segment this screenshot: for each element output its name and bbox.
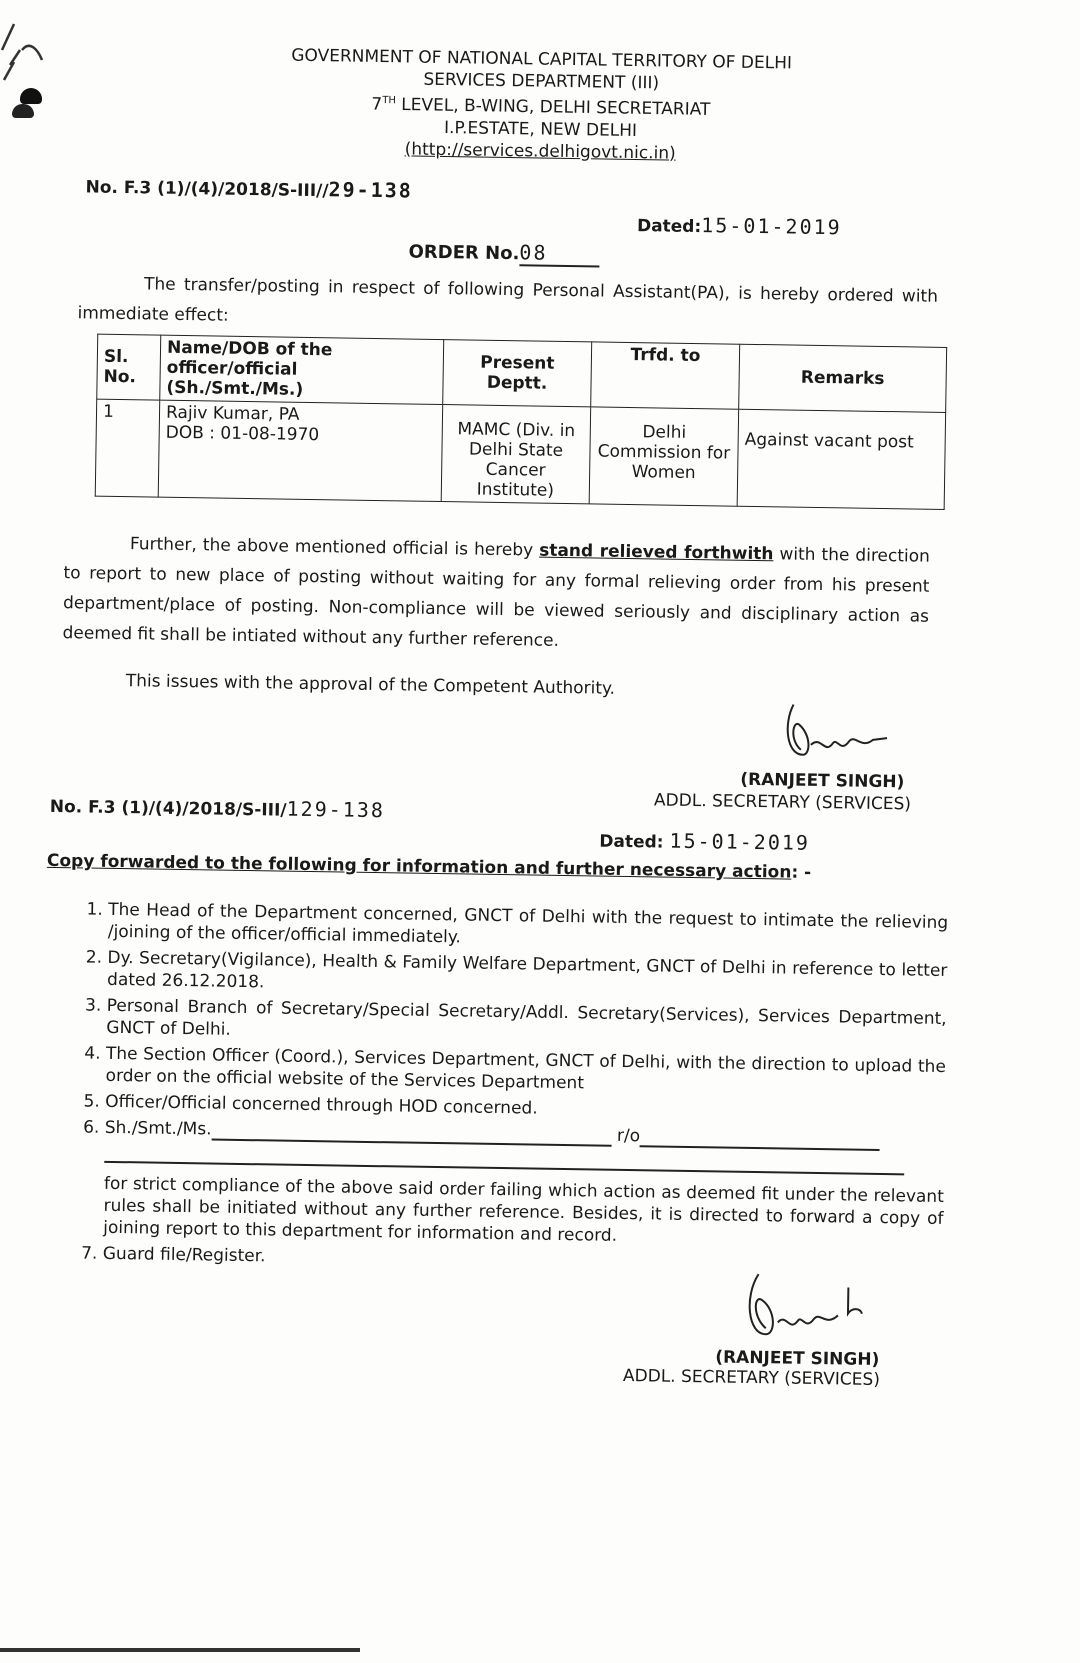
approval-line: This issues with the approval of the Competent Authority. xyxy=(125,671,616,699)
copy-heading: Copy forwarded to the following for information and further necessary action: - xyxy=(46,850,812,883)
cell-remarks: Against vacant post xyxy=(737,409,945,509)
signatory-designation-1: ADDL. SECRETARY (SERVICES) xyxy=(653,790,912,815)
signature-2 xyxy=(743,1266,874,1352)
compliance-text: for strict compliance of the above said order failing which action as deemed fit under the relevant rules shall be initiated without any further reference. Besides, it is directed to forward a copy of joining report to this department for information and record. xyxy=(103,1173,944,1246)
col-name-dob: Name/DOB of the officer/official (Sh./Smt./Ms.) xyxy=(160,335,444,404)
col-sl-no: Sl. No. xyxy=(97,334,161,400)
copy-file-number-handwritten: 129-138 xyxy=(286,796,386,823)
order-date: Dated:15-01-2019 xyxy=(636,213,842,240)
cell-trfd-to: Delhi Commission for Women xyxy=(589,407,739,506)
list-item: 7. Guard file/Register. xyxy=(103,1243,943,1278)
dept-name: SERVICES DEPARTMENT (III) xyxy=(423,69,660,94)
list-item-6: 6. Sh./Smt./Ms. r/o for strict compliance of the above said order failing which action as deemed fit under the relevant rules shall be initiated without any further reference. Besides, it is directed to forward a copy of joining report to this department for information and record. xyxy=(103,1117,945,1252)
signatory-name-2: (RANJEET SINGH) xyxy=(715,1347,880,1371)
website-link[interactable]: (http://services.delhigovt.nic.in) xyxy=(404,139,676,164)
list-item: 1. The Head of the Department concerned, GNCT of Delhi with the request to intimate the relieving /joining of the officer/official immediately. xyxy=(108,899,949,956)
punch-hole xyxy=(20,88,42,104)
list-item: 2. Dy. Secretary(Vigilance), Health & Family Welfare Department, GNCT of Delhi in reference to letter dated 26.12.2018. xyxy=(107,947,948,1004)
col-trfd-to: Trfd. to xyxy=(591,342,740,409)
cell-present-deptt: MAMC (Div. in Delhi State Cancer Institute) xyxy=(441,405,591,504)
address-city: I.P.ESTATE, NEW DELHI xyxy=(443,117,638,141)
order-number-value: 08 xyxy=(519,240,599,267)
scan-edge-line xyxy=(0,1648,360,1652)
officer-name: Rajiv Kumar, PA xyxy=(165,402,300,425)
emphasis-relieved: stand relieved forthwith xyxy=(539,540,774,565)
copy-file-number: No. F.3 (1)/(4)/2018/S-III/129-138 xyxy=(49,796,386,823)
margin-scribble xyxy=(0,10,80,124)
copy-forward-list xyxy=(63,898,949,1282)
signature-1 xyxy=(781,694,902,770)
signatory-designation-2: ADDL. SECRETARY (SERVICES) xyxy=(622,1366,881,1391)
govt-name: GOVERNMENT OF NATIONAL CAPITAL TERRITORY OF DELHI xyxy=(291,45,793,74)
cell-name-dob xyxy=(158,400,442,501)
address-blank-field xyxy=(640,1129,880,1151)
order-number: ORDER No.08 xyxy=(408,238,599,267)
signatory-name-1: (RANJEET SINGH) xyxy=(740,769,905,793)
punch-hole xyxy=(12,104,34,118)
address-line: 7TH LEVEL, B-WING, DELHI SECRETARIAT xyxy=(371,94,711,120)
relieving-paragraph: Further, the above mentioned official is hereby stand relieved forthwith with the direction to report to new place of posting without waiting for any formal relieving order from his present department/place of posting. Non-compliance will be viewed seriously and disciplinary action as deemed fit shall be intiated without any further reference. xyxy=(62,534,931,651)
list-item: 3. Personal Branch of Secretary/Special Secretary/Addl. Secretary(Services), Services Department, GNCT of Delhi. xyxy=(106,995,947,1052)
cell-sl: 1 xyxy=(95,399,160,497)
list-item: 5. Officer/Official concerned through HOD concerned. xyxy=(105,1091,945,1126)
copy-date-handwritten: 15-01-2019 xyxy=(669,828,811,855)
file-number-handwritten: 29-138 xyxy=(328,177,413,203)
name-blank-field xyxy=(211,1123,611,1147)
letterhead xyxy=(260,44,822,166)
intro-paragraph: The transfer/posting in respect of following Personal Assistant(PA), is hereby ordered with immediate effect: xyxy=(77,274,939,326)
copy-date: Dated: 15-01-2019 xyxy=(599,828,811,855)
col-remarks: Remarks xyxy=(739,344,947,412)
officer-dob: DOB : 01-08-1970 xyxy=(165,422,320,446)
list-item: 4. The Section Officer (Coord.), Services Department, GNCT of Delhi, with the direction to upload the order on the official website of the Services Department xyxy=(105,1043,946,1100)
col-present-deptt: Present Deptt. xyxy=(443,340,592,407)
table-row xyxy=(95,399,945,509)
order-date-handwritten: 15-01-2019 xyxy=(701,213,842,240)
transfer-table xyxy=(95,334,947,510)
file-number: No. F.3 (1)/(4)/2018/S-III//29-138 xyxy=(85,177,413,203)
